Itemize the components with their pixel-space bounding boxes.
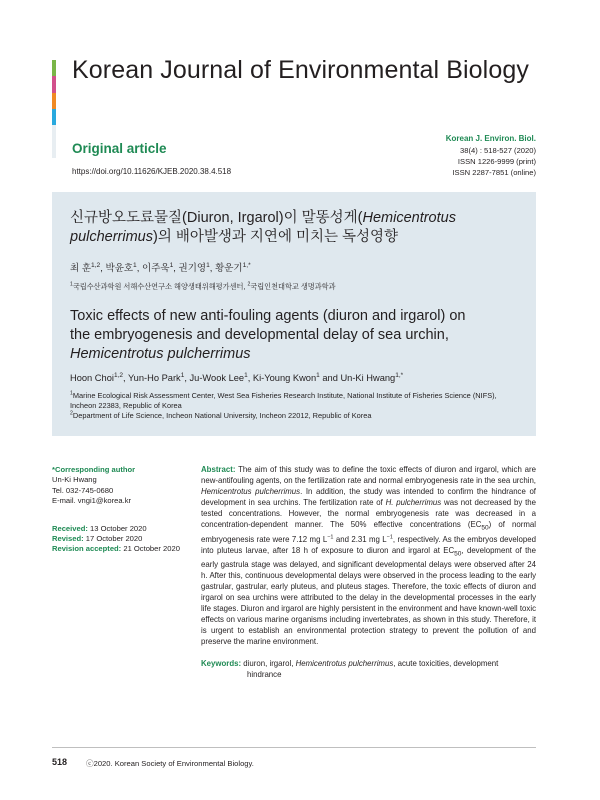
issn-online: ISSN 2287-7851 (online)	[452, 168, 536, 178]
author-separator: ,	[122, 373, 128, 383]
korean-title-text: 신규방오도료물질(Diuron, Irgarol)이 말똥성게(	[70, 210, 363, 226]
affil-sup: 2	[70, 410, 73, 417]
english-title-species: Hemicentrotus pulcherrimus	[70, 346, 251, 362]
author-affil-sup: 1,*	[242, 261, 251, 269]
abstract-text: was not decreased by the tested concentrations. However, the normal embryogenesis rate was decreased in a concentration-dependent manner. The 50% effective concentrations (EC	[201, 498, 536, 529]
korean-author: 권기영	[178, 263, 207, 274]
revised-date	[52, 534, 192, 544]
english-author: Un-Ki Hwang	[340, 373, 396, 383]
abstract-superscript: −1	[386, 533, 393, 540]
abstract-species: Hemicentrotus pulcherrimus	[201, 487, 301, 496]
english-title-line: Toxic effects of new anti-fouling agents (diuron and irgarol) on	[70, 308, 466, 324]
accepted-date	[52, 544, 192, 554]
korean-title-species: Hemicentrotus pulcherrimus	[70, 210, 456, 245]
english-author: Yun-Ho Park	[127, 373, 181, 383]
abstract-text: ) of normal embryogenesis rate were 7.12 mg L	[201, 520, 536, 544]
korean-author: 이주욱	[142, 263, 170, 274]
keywords-text: diuron, irgarol,	[241, 659, 296, 668]
english-affiliation-1-text: Marine Ecological Risk Assessment Center, West Sea Fisheries Research Institute, National Institute of Fisheries Science (NIFS), Incheon 22383, Republic of Korea	[70, 391, 497, 411]
author-affil-sup: 1	[316, 371, 320, 379]
korean-author-list: 최 훈$^{1,2}$, 박윤호$^1$, 이주욱$^1$, 권기영$^1$, 황운기$^{1,*}$	[70, 261, 251, 274]
english-affiliations	[70, 391, 520, 422]
received-date	[52, 524, 192, 534]
korean-affiliations	[70, 282, 336, 292]
author-affil-sup: 1,2	[113, 371, 123, 379]
korean-author: 박윤호	[105, 263, 134, 274]
abstract-text: The aim of this study was to define the toxic effects of diuron and irgarol, which are new-antifouling agents, on the fertilization rate and normal embryogenesis rate in the sea urchin,	[201, 465, 536, 485]
author-separator: and	[319, 373, 341, 383]
article-dates	[52, 524, 192, 555]
sidebar-info	[52, 465, 192, 555]
issn-print: ISSN 1226-9999 (print)	[457, 157, 536, 167]
copyright-notice: ⓒ2020. Korean Society of Environmental Biology.	[86, 759, 254, 768]
author-affil-sup: 1,*	[395, 371, 404, 379]
english-title-line: the embryogenesis and developmental delay of sea urchin,	[70, 327, 449, 343]
author-separator: ,	[247, 373, 253, 383]
page-number: 518	[52, 757, 68, 767]
abstract-subscript: 50	[454, 550, 462, 558]
journal-citation-block	[446, 133, 536, 179]
journal-title: Korean Journal of Environmental Biology	[72, 56, 529, 84]
affil-sup: 1	[70, 281, 73, 288]
english-author: Ki-Young Kwon	[252, 373, 317, 383]
keywords-heading: Keywords:	[201, 659, 242, 668]
english-title	[70, 307, 520, 364]
korean-author: 최 훈	[70, 263, 91, 274]
received-value: 13 October 2020	[90, 523, 147, 533]
keywords-text: , acute toxicities, development	[393, 659, 499, 668]
doi-link[interactable]: https://doi.org/10.11626/KJEB.2020.38.4.518	[72, 167, 232, 176]
color-band-pink	[52, 76, 56, 92]
volume-pages: 38(4) : 518-527 (2020)	[460, 146, 536, 155]
english-author-list	[70, 373, 403, 383]
korean-affiliation-1: 국립수산과학원 서해수산연구소 해양생태위해평가센터,	[72, 282, 248, 291]
author-affil-sup: 1	[244, 371, 248, 379]
accepted-label: Revision accepted:	[52, 544, 122, 554]
abstract-heading: Abstract:	[201, 465, 236, 474]
english-author: Hoon Choi	[70, 373, 114, 383]
corresponding-author-tel: Tel. 032-745-0680	[52, 485, 114, 495]
author-affil-sup: 1	[133, 261, 137, 269]
english-affiliation-2-text: Department of Life Science, Incheon National University, Incheon 22012, Republic of Korea	[72, 411, 372, 421]
english-affiliation-2	[70, 411, 520, 421]
korean-title-text-end: )의 배아발생과 지연에 미치는 독성영향	[153, 229, 399, 245]
color-band-green	[52, 60, 56, 76]
abstract-text: , development of the early gastrula stage was delayed, and significant developmental delays were observed after 24 h. After this, continuous developmental delays were observed in the process leading to the early gastrular, gastrular, early pluteus, and pluteus stages. Therefore, the toxic effects of diuron and irgarol on sea urchins were attributed to the delay in the developmental processes in the early life stages. Diuron and irgarol are highly persistent in the environment and have known-well toxic effects on various marine organisms including invertebrates, as shown in this study. Therefore, it is urgent to establish an environmental protection strategy to prevent the pollution of and preserve the marine environment.	[201, 545, 536, 647]
korean-affiliation-2: 국립인천대학교 생명과학과	[250, 282, 336, 291]
article-type-label: Original article	[72, 141, 167, 156]
corresponding-author-email[interactable]: E-mail. vngi1@korea.kr	[52, 496, 132, 506]
footer-divider	[52, 747, 536, 748]
affil-sup: 1	[70, 390, 73, 397]
journal-color-bar	[52, 60, 56, 170]
journal-abbreviation: Korean J. Environ. Biol.	[445, 134, 536, 143]
affil-sup: 2	[247, 281, 251, 288]
korean-title	[70, 209, 510, 247]
author-affil-sup: 1	[180, 371, 185, 379]
keywords	[201, 658, 536, 680]
keywords-text: hindrance	[247, 670, 282, 679]
revised-value: 17 October 2020	[85, 534, 143, 544]
keywords-line	[201, 658, 536, 669]
abstract-text: , respectively. As the embryos developed into pluteus larvae, after 18 h of exposure to diuron and irgarol at EC	[201, 534, 536, 555]
corresponding-author-heading: *Corresponding author	[52, 465, 136, 474]
abstract-species: H. pulcherrimus	[385, 498, 442, 507]
keywords-species: Hemicentrotus pulcherrimus	[295, 659, 394, 668]
color-band-blue	[52, 109, 56, 125]
abstract-text: . In addition, the study was intended to confirm the hindrance of development in sea urchins. The fertilization rate of	[201, 487, 536, 507]
color-band-light-1	[52, 125, 56, 141]
color-band-light-2	[52, 141, 56, 157]
abstract	[201, 464, 536, 647]
english-author: Ju-Wook Lee	[189, 373, 245, 383]
color-band-orange	[52, 93, 56, 109]
abstract-subscript: 50	[481, 524, 489, 532]
author-separator: ,	[184, 373, 190, 383]
korean-author: 황운기	[215, 263, 243, 274]
author-affil-sup: 1	[169, 261, 174, 269]
author-affil-sup: 1	[206, 261, 210, 269]
abstract-text: and 2.31 mg L	[333, 534, 387, 544]
revised-label: Revised:	[52, 534, 84, 544]
english-affiliation-1	[70, 391, 520, 411]
received-label: Received:	[52, 523, 88, 533]
abstract-superscript: −1	[327, 533, 334, 540]
corresponding-author-name: Un-Ki Hwang	[52, 475, 97, 485]
author-affil-sup: 1,2	[91, 261, 101, 269]
accepted-value: 21 October 2020	[123, 544, 180, 554]
